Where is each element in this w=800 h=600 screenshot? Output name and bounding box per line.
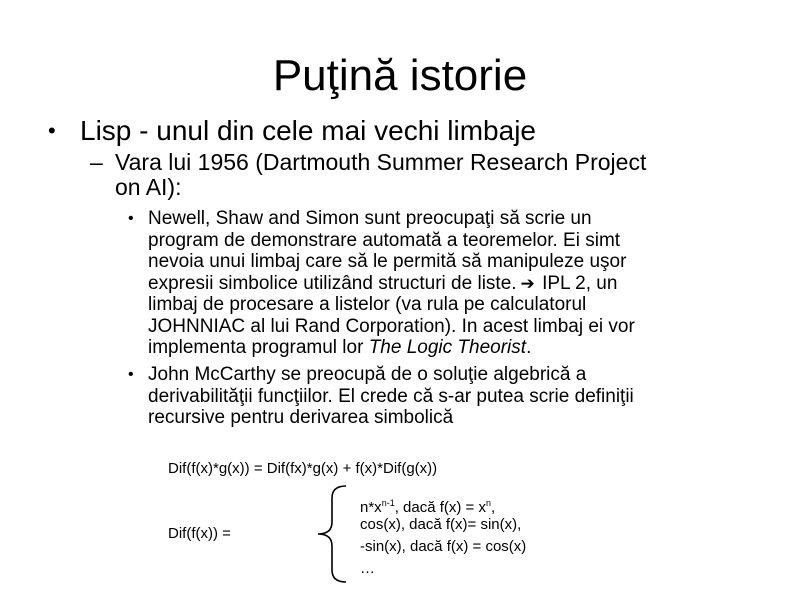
text-line: recursive pentru derivarea simbolică	[148, 407, 454, 428]
case-row	[360, 492, 526, 514]
exponent: n	[486, 498, 492, 508]
text-line: limbaj de procesare a listelor (va rula pe calculatorul	[148, 294, 587, 315]
formula-dif-label: Dif(f(x)) =	[168, 525, 231, 542]
slide-title: Puţină istorie	[272, 51, 528, 100]
text-line: John McCarthy se preocupă de o soluţie algebrică a	[148, 364, 587, 385]
text-line	[148, 337, 723, 359]
left-brace-icon	[310, 484, 350, 584]
bullet-text	[148, 364, 723, 429]
text-fragment: .	[526, 337, 532, 358]
formula-product-rule: Dif(f(x)*g(x)) = Dif(fx)*g(x) + f(x)*Dif(g(x))	[168, 460, 438, 477]
formula-cases	[360, 492, 526, 580]
case-row: …	[360, 560, 375, 577]
arrow-right-icon: ➔	[520, 273, 535, 293]
text-line: Newell, Shaw and Simon sunt preocupaţi să scrie un	[148, 208, 592, 229]
bullet-text: Lisp - unul din cele mai vechi limbaje	[80, 115, 536, 146]
bullet-marker: •	[128, 210, 134, 227]
bullet-text	[115, 150, 735, 200]
text-line: derivabilităţii funcţiilor. El crede că s-ar putea scrie definiţii	[148, 385, 634, 407]
text-line	[148, 273, 723, 295]
text-fragment: n*x	[360, 499, 382, 516]
text-fragment: IPL 2, un	[542, 272, 618, 294]
text-line: Vara lui 1956 (Dartmouth Summer Research Project	[115, 149, 647, 175]
text-line: program de demonstrare automată a teoremelor. Ei simt	[148, 229, 621, 251]
program-name: The Logic Theorist	[368, 337, 527, 358]
text-line: nevoia unui limbaj care să le permită să manipuleze uşor	[148, 251, 627, 272]
case-row: cos(x), dacă f(x)= sin(x),	[360, 516, 522, 533]
case-row: -sin(x), dacă f(x) = cos(x)	[360, 538, 527, 555]
exponent: n-1	[381, 498, 395, 508]
bullet-marker: •	[48, 118, 56, 143]
bullet-marker: •	[128, 366, 134, 383]
dash-marker: –	[90, 149, 103, 175]
text-line: on AI):	[115, 174, 182, 200]
text-fragment: ,	[491, 499, 496, 516]
text-fragment: , dacă f(x) = x	[394, 499, 486, 516]
text-fragment: implementa programul lor	[148, 337, 369, 358]
text-fragment: expresii simbolice utilizând structuri de liste.	[148, 272, 517, 294]
text-line: JOHNNIAC al lui Rand Corporation). In acest limbaj ei vor	[148, 315, 635, 337]
bullet-text	[148, 208, 723, 359]
